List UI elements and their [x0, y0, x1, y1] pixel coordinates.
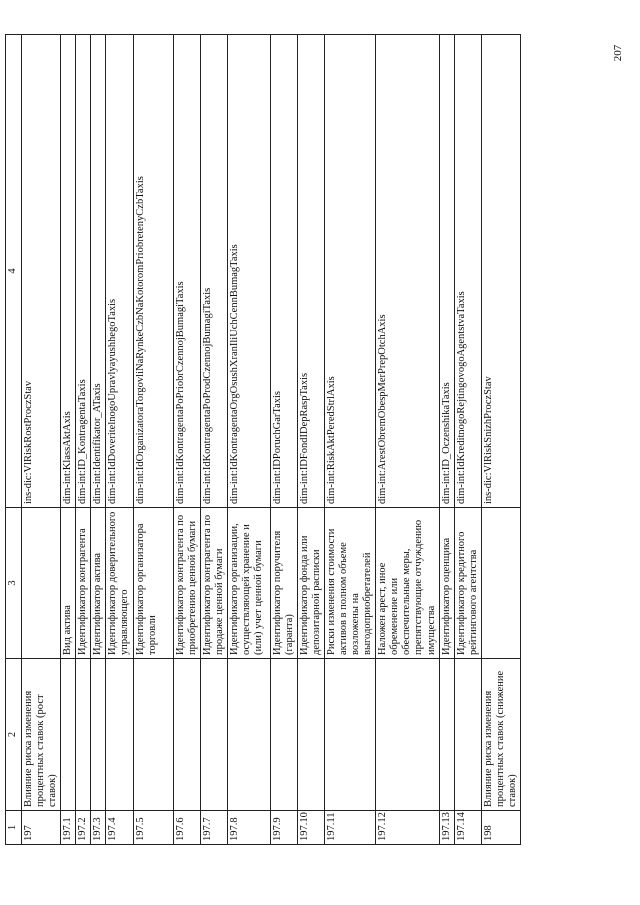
dimension-name: Идентификатор контрагента — [76, 508, 91, 659]
page-number: 207 — [612, 44, 624, 62]
indicator-name — [61, 659, 76, 811]
table-row — [91, 35, 106, 845]
row-number: 197.5 — [133, 811, 173, 845]
dimension-name: Идентификатор организации, осуществляющей хранение и (или) учет ценной бумаги — [227, 508, 270, 659]
row-number: 197 — [22, 811, 61, 845]
column-header: 1 — [6, 811, 22, 845]
row-number: 197.2 — [76, 811, 91, 845]
taxonomy-code: dim-int:IDFondIDepRaspTaxis — [297, 35, 324, 508]
indicator-name — [76, 659, 91, 811]
taxonomy-code: dim-int:IdKontragentaPoProdCzennojBumagiTaxis — [200, 35, 227, 508]
row-number: 197.8 — [227, 811, 270, 845]
taxonomy-code: dim-int:IdDoveritelnogoUpravlyayushhegoTaxis — [106, 35, 133, 508]
indicator-name — [454, 659, 481, 811]
table-row — [106, 35, 133, 845]
dimension-name: Идентификатор оценщика — [439, 508, 454, 659]
row-number: 197.13 — [439, 811, 454, 845]
taxonomy-code: dim-int:ArestObremObespMerPrepOtchAxis — [376, 35, 439, 508]
dimension-name: Идентификатор поручителя (гаранта) — [270, 508, 297, 659]
dimension-name: Вид актива — [61, 508, 76, 659]
row-number: 197.12 — [376, 811, 439, 845]
table-row — [270, 35, 297, 845]
row-number: 197.6 — [173, 811, 200, 845]
column-header: 2 — [6, 659, 22, 811]
indicator-name: Влияние риска изменения процентных ставок (рост ставок) — [22, 659, 61, 811]
dimension-name: Наложен арест, иное обременение или обеспечительные меры, препятствующие отчуждению имущества — [376, 508, 439, 659]
dimension-name: Идентификатор актива — [91, 508, 106, 659]
indicator-name — [106, 659, 133, 811]
taxonomy-code: dim-int:KlassAktAxis — [61, 35, 76, 508]
indicator-name: Влияние риска изменения процентных ставок (снижение ставок) — [481, 659, 520, 811]
row-number: 197.3 — [91, 811, 106, 845]
indicator-name — [376, 659, 439, 811]
row-number: 197.1 — [61, 811, 76, 845]
table-row — [325, 35, 376, 845]
taxonomy-code: dim-int:Identifikator_ATaxis — [91, 35, 106, 508]
indicator-name — [297, 659, 324, 811]
row-number: 197.14 — [454, 811, 481, 845]
table-row — [454, 35, 481, 845]
table-row — [376, 35, 439, 845]
table-row — [227, 35, 270, 845]
dimension-name: Идентификатор доверительного управляющего — [106, 508, 133, 659]
indicator-name — [439, 659, 454, 811]
dimension-name — [22, 508, 61, 659]
row-number: 197.9 — [270, 811, 297, 845]
column-header: 3 — [6, 508, 22, 659]
indicator-name — [227, 659, 270, 811]
data-table — [5, 34, 521, 845]
taxonomy-code: dim-int:IdKontragentaPoPriobrCzennojBumagiTaxis — [173, 35, 200, 508]
row-number: 197.7 — [200, 811, 227, 845]
header-row — [6, 35, 22, 845]
table-row — [22, 35, 61, 845]
dimension-name: Идентификатор контрагента по приобретению ценной бумаги — [173, 508, 200, 659]
taxonomy-code: ins-dic:VlRiskSnizhProczStav — [481, 35, 520, 508]
dimension-name: Идентификатор организатора торговли — [133, 508, 173, 659]
dimension-name: Идентификатор кредитного рейтингового агентства — [454, 508, 481, 659]
dimension-name: Идентификатор контрагента по продаже ценной бумаги — [200, 508, 227, 659]
taxonomy-code: dim-int:IdKreditnogoRejtingovogoAgentstvaTaxis — [454, 35, 481, 508]
indicator-name — [270, 659, 297, 811]
dimension-name: Идентификатор фонда или депозитарной расписки — [297, 508, 324, 659]
taxonomy-code: dim-int:IDPoruchGarTaxis — [270, 35, 297, 508]
row-number: 197.10 — [297, 811, 324, 845]
indicator-name — [91, 659, 106, 811]
indicator-name — [133, 659, 173, 811]
table-row — [297, 35, 324, 845]
row-number: 197.4 — [106, 811, 133, 845]
row-number: 197.11 — [325, 811, 376, 845]
row-number: 198 — [481, 811, 520, 845]
taxonomy-code: dim-int:IdOrganizatoraTorgovliNaRynkeCzbNaKotoromPriobretenyCzbTaxis — [133, 35, 173, 508]
table-row — [481, 35, 520, 845]
indicator-name — [200, 659, 227, 811]
indicator-name — [325, 659, 376, 811]
table-row — [439, 35, 454, 845]
indicator-name — [173, 659, 200, 811]
table-row — [133, 35, 173, 845]
taxonomy-code: ins-dic:VlRiskRostProczStav — [22, 35, 61, 508]
dimension-name: Риски изменения стоимости активов в полном объеме возложены на выгодоприобретателей — [325, 508, 376, 659]
column-header: 4 — [6, 35, 22, 508]
dimension-name — [481, 508, 520, 659]
table-row — [200, 35, 227, 845]
taxonomy-code: dim-int:IdKontragentaOrgOsushXranIliUchCennBumagTaxis — [227, 35, 270, 508]
table-container — [5, 35, 521, 845]
taxonomy-code: dim-int:ID_KontragentaTaxis — [76, 35, 91, 508]
table-row — [76, 35, 91, 845]
table-row — [173, 35, 200, 845]
taxonomy-code: dim-int:RiskAktPeredStrlAxis — [325, 35, 376, 508]
table-row — [61, 35, 76, 845]
taxonomy-code: dim-int:ID_OczenshikaTaxis — [439, 35, 454, 508]
